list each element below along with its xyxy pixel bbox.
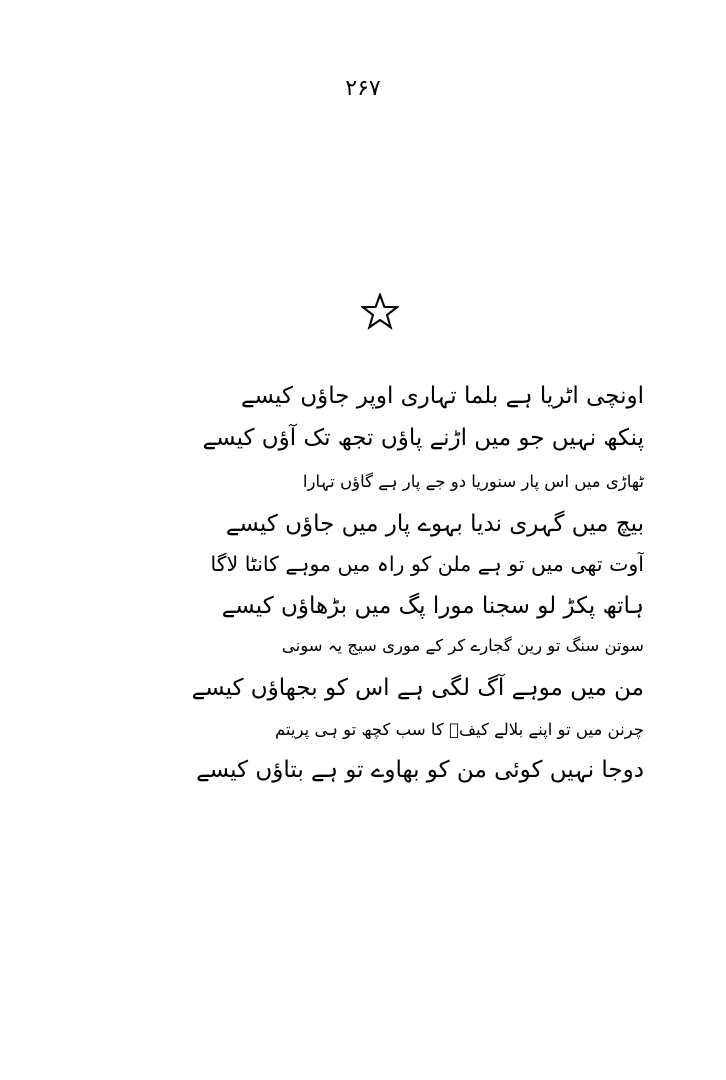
verse-line-10: دوجا نہیں کوئی من کو بھاوے تو ہے بتاؤں کیسے [196,757,644,783]
page-number: ۲۶۷ [345,76,381,101]
verse-line-6: ہاتھ پکڑ لو سجنا مورا پگ میں بڑھاؤں کیسے [221,593,644,619]
verse-line-1: اونچی اٹریا ہے بلما تہاری اوپر جاؤں کیسے [241,383,644,409]
star-icon [361,293,399,331]
verse-line-2: پنکھ نہیں جو میں اڑنے پاؤں تجھ تک آؤں کیسے [202,425,644,451]
verse-line-3: ٹھاڑی میں اس پار سنوریا دو جے پار ہے گاؤں تہارا [302,472,644,491]
verse-line-9: چرنن میں تو اپنے بلالے کیفؔ کا سب کچھ تو ہی پریتم [274,720,644,739]
verse-line-5: آوت تھی میں تو ہے ملن کو راہ میں موہے کانٹا لاگا [210,552,644,576]
verse-line-8: من میں موہے آگ لگی ہے اس کو بجھاؤں کیسے [191,675,644,701]
verse-line-4: بیچ میں گہری ندیا بہوے پار میں جاؤں کیسے [225,511,644,537]
verse-line-7: سوتن سنگ تو رین گجارے کر کے موری سیج یہ سونی [281,636,644,655]
